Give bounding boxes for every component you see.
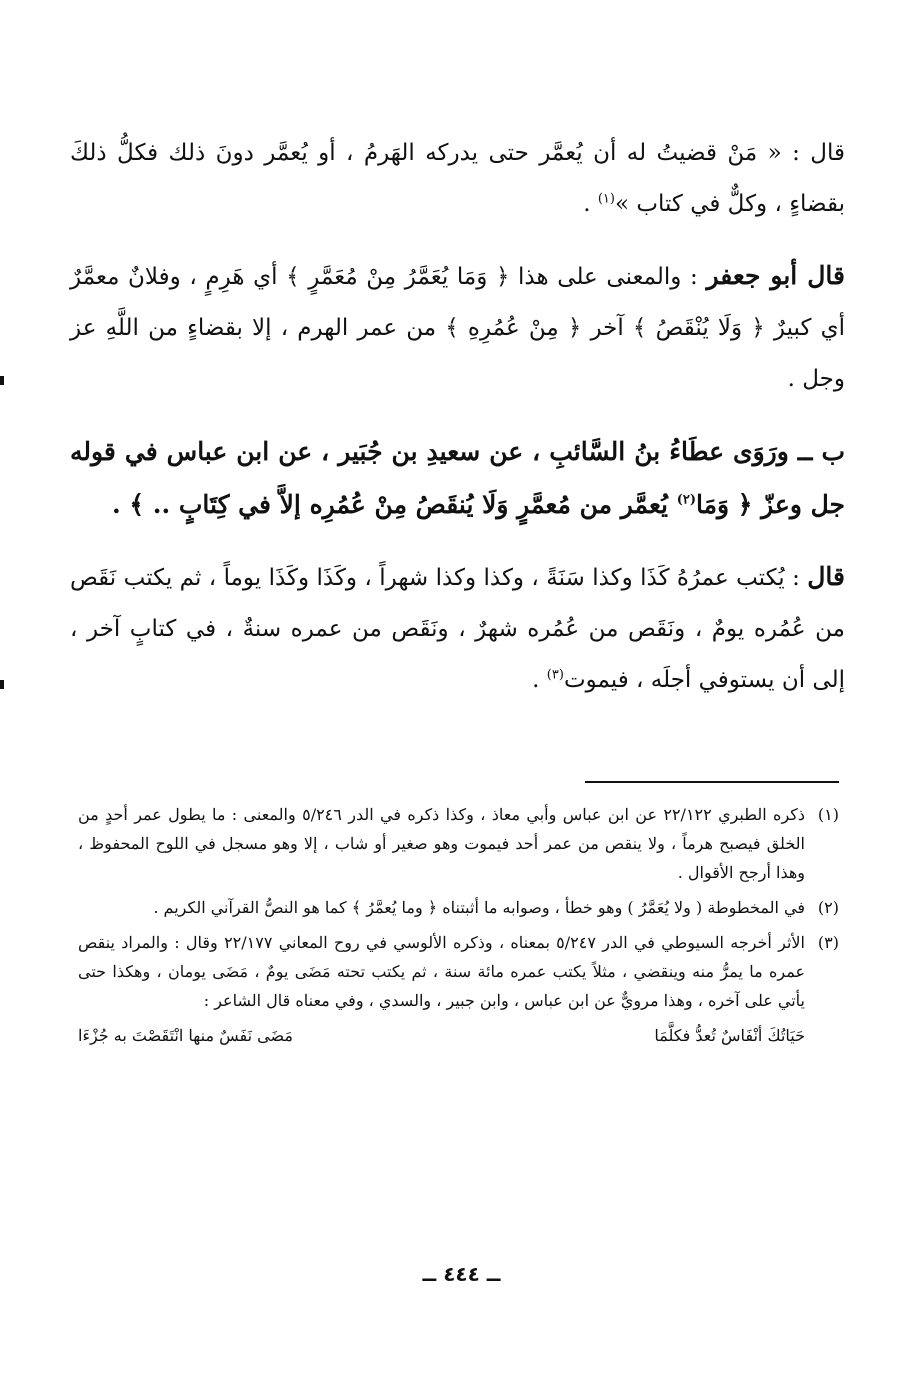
footnote-2 bbox=[78, 893, 839, 922]
paragraph-3-text-a: ب ــ ورَوَى عطَاءُ بنُ السَّائبِ ، عن سعيدِ بن جُبَير ، عن ابن عباس في قوله جل وعزّ ﴿ وَمَا bbox=[70, 437, 845, 519]
paragraph-3 bbox=[70, 425, 845, 531]
paragraph-1-text: قال : « مَنْ قضيتُ له أن يُعمَّر حتى يدركه الهَرمُ ، أو يُعمَّر دونَ ذلك فكلُّ ذلكَ بقضاءٍ ، وكلٌّ في كتاب » bbox=[70, 140, 845, 217]
paragraph-4 bbox=[70, 551, 845, 706]
footnote-ref-2: (٢) bbox=[676, 492, 696, 508]
footnote-2-text: في المخطوطة ( ولا يُعَمَّرُ ) وهو خطأ ، وصوابه ما أثبتناه ﴿ وما يُعمَّرُ ﴾ كما هو النصُّ القرآني الكريم . bbox=[153, 898, 805, 917]
scan-mark bbox=[0, 376, 4, 385]
paragraph-4-end: . bbox=[532, 667, 547, 693]
paragraph-1 bbox=[70, 128, 845, 230]
paragraph-3-text-b: يُعمَّر من مُعمَّرٍ وَلَا يُنقَصُ مِنْ عُمُرِه إلاَّ في كِتَابٍ .. ﴾ . bbox=[112, 490, 677, 519]
page-number: ــ ٤٤٤ ــ bbox=[422, 1262, 501, 1286]
main-text bbox=[70, 128, 845, 726]
footnote-1 bbox=[78, 800, 839, 887]
scan-mark bbox=[0, 680, 4, 689]
verse-second-hemistich: مَضَى نَفَسٌ منها انْتَقَصْتَ به جُزْءَا bbox=[78, 1026, 293, 1045]
footnote-3-number: (٣) bbox=[817, 933, 839, 952]
footnote-3-text: الأثر أخرجه السيوطي في الدر ٥/٢٤٧ بمعناه ، وذكره الألوسي في روح المعاني ٢٢/١٧٧ وقال : والمراد ينقص عمره ما يمرُّ منه وينقضي ، مثلاً يكتب عمره مائة سنة ، ثم يكتب تحته مَضَى يومٌ ، مَضَى يومان ، وهكذا حتى يأتي على آخره ، وهذا مرويٌّ عن ابن عباس ، وابن جبير ، والسدي ، وفي معناه قال الشاعر : bbox=[78, 933, 805, 1010]
paragraph-2-lead: قال أبو جعفر bbox=[706, 261, 845, 290]
poem-verse bbox=[78, 1021, 839, 1050]
footnote-1-number: (١) bbox=[817, 805, 839, 824]
footnote-3 bbox=[78, 928, 839, 1015]
verse-first-hemistich: حَيَاتُكَ أنْفَاسٌ تُعدُّ فكلَّمَا bbox=[654, 1026, 805, 1045]
footnote-2-number: (٢) bbox=[817, 898, 839, 917]
paragraph-1-end: . bbox=[583, 191, 598, 217]
footnote-ref-1: (١) bbox=[597, 191, 615, 207]
footnotes bbox=[78, 800, 839, 1050]
paragraph-4-text: : يُكتب عمرُهُ كَذَا وكذا سَنَةً ، وكذا وكذا شهراً ، وكَذَا وكَذَا يوماً ، ثم يكتب نَقَص من عُمُره يومٌ ، ونَقَص من عُمُره شهرٌ ، ونَقَص من عمره سنةٌ ، في كتابٍ آخر ، إلى أن يستوفي أجلَه ، فيموت bbox=[70, 565, 845, 693]
footnote-ref-3: (٣) bbox=[546, 667, 564, 683]
paragraph-2-text: : والمعنى على هذا ﴿ وَمَا يُعَمَّرُ مِنْ مُعَمَّرٍ ﴾ أي هَرِمٍ ، وفلانٌ معمَّرٌ أي كبيرٌ ﴿ وَلَا يُنْقَصُ ﴾ آخر ﴿ مِنْ عُمُرِهِ ﴾ من عمر الهرم ، إلا بقضاءٍ من اللَّهِ عز وجل . bbox=[70, 264, 845, 392]
paragraph-4-lead: قال bbox=[807, 562, 845, 591]
paragraph-2 bbox=[70, 250, 845, 405]
footnote-1-text: ذكره الطبري ٢٢/١٢٢ عن ابن عباس وأبي معاذ ، وكذا ذكره في الدر ٥/٢٤٦ والمعنى : ما يطول عمر أحدٍ من الخلق فيصبح هرماً ، ولا ينقص من عمر أحد فيموت وهو صغير أو شاب ، إلا وهو مسجل في اللوح المحفوظ ، وهذا أرجح الأقوال . bbox=[78, 805, 806, 882]
footnote-divider bbox=[585, 781, 839, 783]
